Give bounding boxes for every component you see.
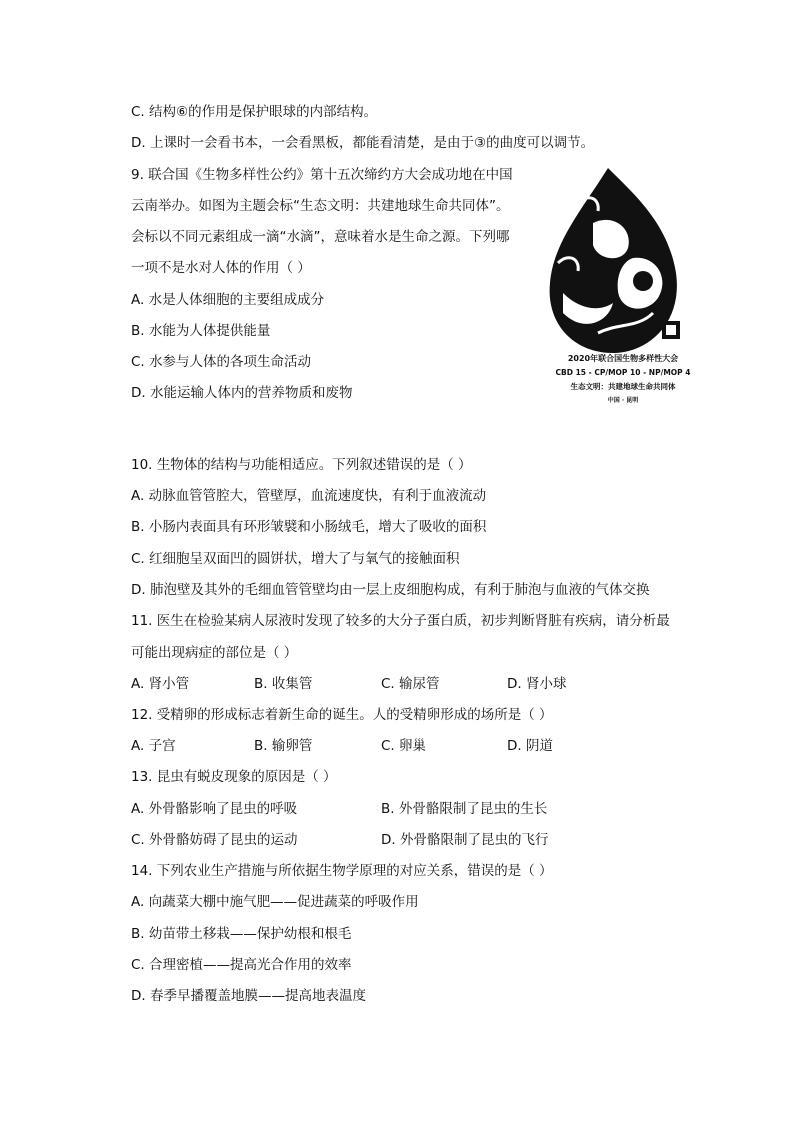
question-11-option-b: B. 收集管 [254, 676, 313, 692]
logo-line-4: 中国 · 昆明 [607, 397, 639, 404]
question-14-option-d: D. 春季早播覆盖地膜——提高地表温度 [131, 988, 366, 1004]
question-14-text: 14. 下列农业生产措施与所依据生物学原理的对应关系，错误的是（ ） [131, 863, 553, 879]
question-10-option-d: D. 肺泡壁及其外的毛细血管管壁均由一层上皮细胞构成，有利于肺泡与血液的气体交换 [131, 582, 650, 598]
question-9-option-b: B. 水能为人体提供能量 [131, 323, 271, 339]
question-10-option-b: B. 小肠内表面具有环形皱襞和小肠绒毛，增大了吸收的面积 [131, 519, 487, 535]
question-12-option-b: B. 输卵管 [254, 738, 313, 754]
question-13-option-a: A. 外骨骼影响了昆虫的呼吸 [131, 801, 298, 817]
question-11-option-d: D. 肾小球 [507, 676, 567, 692]
question-12-text: 12. 受精卵的形成标志着新生命的诞生。人的受精卵形成的场所是（ ） [131, 707, 553, 723]
question-9-text: 会标以不同元素组成一滴“水滴”，意味着水是生命之源。下列哪 [131, 229, 510, 245]
question-9-text: 一项不是水对人体的作用（ ） [131, 260, 311, 276]
question-9-option-d: D. 水能运输人体内的营养物质和废物 [131, 385, 353, 401]
question-11-text: 11. 医生在检验某病人尿液时发现了较多的大分子蛋白质，初步判断肾脏有疾病，请分析最 [131, 613, 670, 629]
question-10-option-c: C. 红细胞呈双面凹的圆饼状，增大了与氧气的接触面积 [131, 551, 460, 567]
question-14-option-b: B. 幼苗带土移栽——保护幼根和根毛 [131, 926, 352, 942]
question-10-text: 10. 生物体的结构与功能相适应。下列叙述错误的是（ ） [131, 457, 472, 473]
question-11-text: 可能出现病症的部位是（ ） [131, 645, 298, 661]
question-9-option-c: C. 水参与人体的各项生命活动 [131, 354, 312, 370]
question-11-option-c: C. 输尿管 [381, 676, 440, 692]
question-9-text: 云南举办。如图为主题会标“生态文明：共建地球生命共同体”。 [131, 198, 510, 214]
question-10-option-a: A. 动脉血管管腔大，管壁厚，血流速度快，有利于血液流动 [131, 488, 487, 504]
question-12-option-a: A. 子宫 [131, 738, 176, 754]
logo-line-2: CBD 15 - CP/MOP 10 - NP/MOP 4 [555, 368, 691, 377]
question-13-option-c: C. 外骨骼妨碍了昆虫的运动 [131, 832, 298, 848]
question-13-option-d: D. 外骨骼限制了昆虫的飞行 [381, 832, 549, 848]
question-12-option-d: D. 阴道 [507, 738, 553, 754]
question-9-text: 9. 联合国《生物多样性公约》第十五次缔约方大会成功地在中国 [131, 167, 513, 183]
option-c-structure6: C. 结构⑥的作用是保护眼球的内部结构。 [131, 104, 378, 120]
question-14-option-a: A. 向蔬菜大棚中施气肥——促进蔬菜的呼吸作用 [131, 894, 419, 910]
question-11-option-a: A. 肾小管 [131, 676, 190, 692]
question-9-option-a: A. 水是人体细胞的主要组成成分 [131, 292, 325, 308]
question-14-option-c: C. 合理密植——提高光合作用的效率 [131, 957, 352, 973]
logo-line-1: 2020年联合国生物多样性大会 [567, 354, 679, 363]
cop15-logo-image [538, 163, 708, 413]
option-d-lens-curvature: D. 上课时一会看书本，一会看黑板，都能看清楚，是由于③的曲度可以调节。 [131, 135, 595, 151]
question-12-option-c: C. 卵巢 [381, 738, 427, 754]
question-13-option-b: B. 外骨骼限制了昆虫的生长 [381, 801, 548, 817]
logo-line-3: 生态文明：共建地球生命共同体 [570, 382, 676, 391]
question-13-text: 13. 昆虫有蜕皮现象的原因是（ ） [131, 769, 337, 785]
